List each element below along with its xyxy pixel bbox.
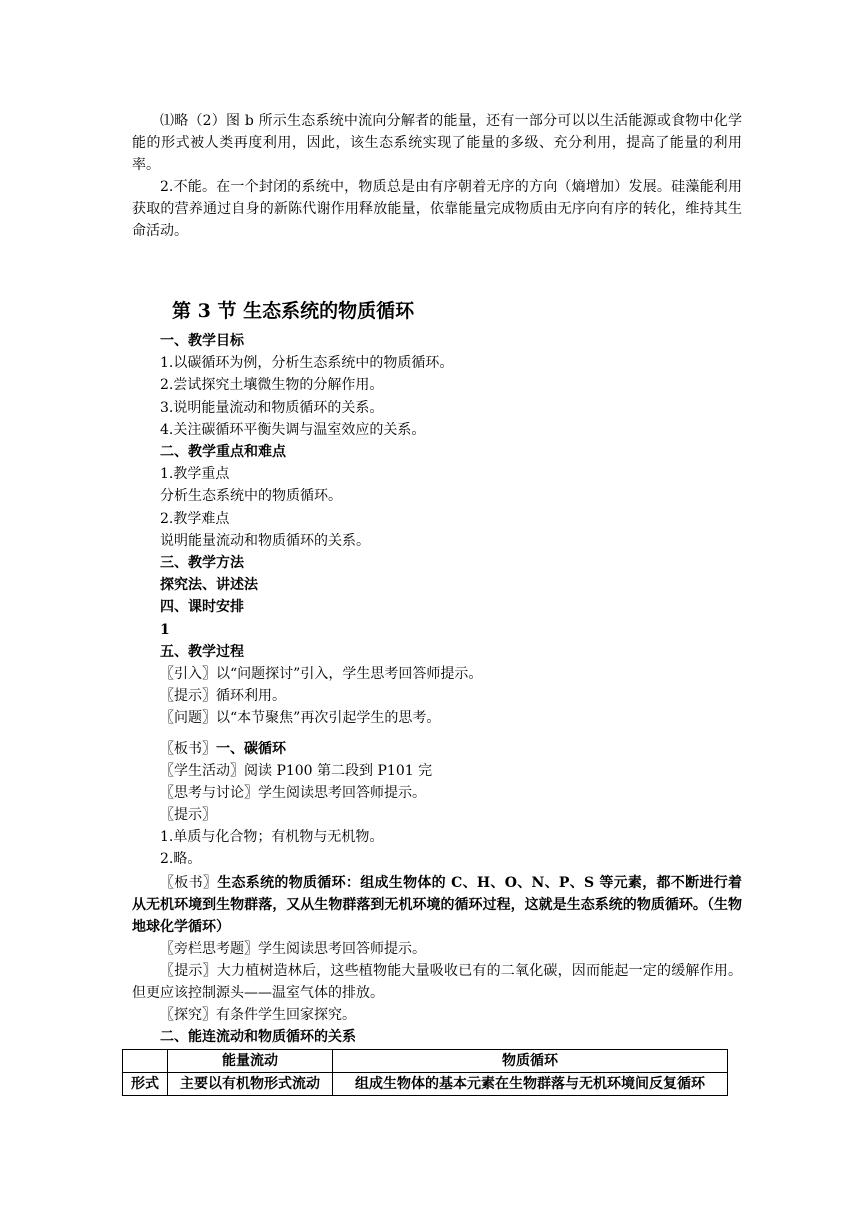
hint-paragraph: 〖提示〗大力植树造林后，这些植物能大量吸收已有的二氧化碳，因而能起一定的缓解作用。但更应该控制源头——温室气体的排放。 [132, 963, 742, 1001]
table-header-cell [123, 1050, 168, 1073]
table-row [123, 1073, 728, 1096]
board-prefix: 〖板书〗 [160, 741, 216, 757]
table-header-row [123, 1050, 728, 1073]
board-heading-carbon [160, 738, 286, 760]
answer-line-1: 1.单质与化合物；有机物与无机物。 [160, 829, 384, 845]
outline-line: 四、课时安排 [160, 599, 244, 615]
outline-line: 〖问题〗以“本节聚焦”再次引起学生的思考。 [160, 710, 441, 726]
table-cell: 形式 [123, 1073, 168, 1096]
outline-line: 2.尝试探究土壤微生物的分解作用。 [160, 377, 384, 393]
side-note-line: 〖旁栏思考题〗学生阅读思考回答师提示。 [160, 941, 426, 957]
outline-line: 三、教学方法 [160, 555, 244, 571]
section-title: 第 3 节 生态系统的物质循环 [172, 300, 415, 322]
outline-line: 探究法、讲述法 [160, 577, 258, 593]
board-material-cycle-paragraph [132, 872, 742, 938]
table-header-cell: 物质循环 [333, 1050, 728, 1073]
section2-title: 二、能连流动和物质循环的关系 [160, 1029, 356, 1045]
outline-line: 1.教学重点 [160, 466, 230, 482]
discussion-line: 〖思考与讨论〗学生阅读思考回答师提示。 [160, 785, 426, 801]
outline-line: 五、教学过程 [160, 644, 244, 660]
board-prefix-2: 〖板书〗 [160, 875, 218, 891]
outline-line: 〖提示〗循环利用。 [160, 688, 286, 704]
outline-line: 1 [160, 622, 170, 638]
outline-line: 2.教学难点 [160, 511, 230, 527]
intro-paragraph-2: 2.不能。在一个封闭的系统中，物质总是由有序朝着无序的方向（熵增加）发展。硅藻能利用获取的营养通过自身的新陈代谢作用释放能量，依靠能量完成物质由无序向有序的转化，维持其生命活动。 [132, 179, 742, 239]
outline-line: 3.说明能量流动和物质循环的关系。 [160, 400, 384, 416]
outline-line: 一、教学目标 [160, 333, 244, 349]
intro-paragraph-1: ⑴略（2）图 b 所示生态系统中流向分解者的能量，还有一部分可以以生活能源或食物中化学能的形式被人类再度利用，因此，该生态系统实现了能量的多级、充分利用，提高了能量的利用率。 [132, 113, 742, 173]
table-cell: 主要以有机物形式流动 [168, 1073, 333, 1096]
board-material-cycle-text: 生态系统的物质循环：组成生物体的 C、H、O、N、P、S 等元素，都不断进行着从无机环境到生物群落，又从生物群落到无机环境的循环过程，这就是生态系统的物质循环。（生物地球化学循环） [132, 875, 743, 935]
hint-label-line: 〖提示〗 [160, 807, 216, 823]
outline-line: 分析生态系统中的物质循环。 [160, 488, 342, 504]
outline-line: 4.关注碳循环平衡失调与温室效应的关系。 [160, 422, 426, 438]
table-cell: 组成生物体的基本元素在生物群落与无机环境间反复循环 [333, 1073, 728, 1096]
answer-line-2: 2.略。 [160, 851, 202, 867]
student-activity-line: 〖学生活动〗阅读 P100 第二段到 P101 完 [160, 763, 433, 779]
explore-line: 〖探究〗有条件学生回家探究。 [160, 1007, 356, 1023]
table-header-cell: 能量流动 [168, 1050, 333, 1073]
outline-line: 说明能量流动和物质循环的关系。 [160, 533, 370, 549]
board-bold-text: 一、碳循环 [216, 741, 286, 757]
outline-line: 〖引入〗以“问题探讨”引入，学生思考回答师提示。 [160, 666, 483, 682]
comparison-table [122, 1049, 728, 1096]
outline-line: 1.以碳循环为例，分析生态系统中的物质循环。 [160, 355, 454, 371]
outline-line: 二、教学重点和难点 [160, 444, 286, 460]
